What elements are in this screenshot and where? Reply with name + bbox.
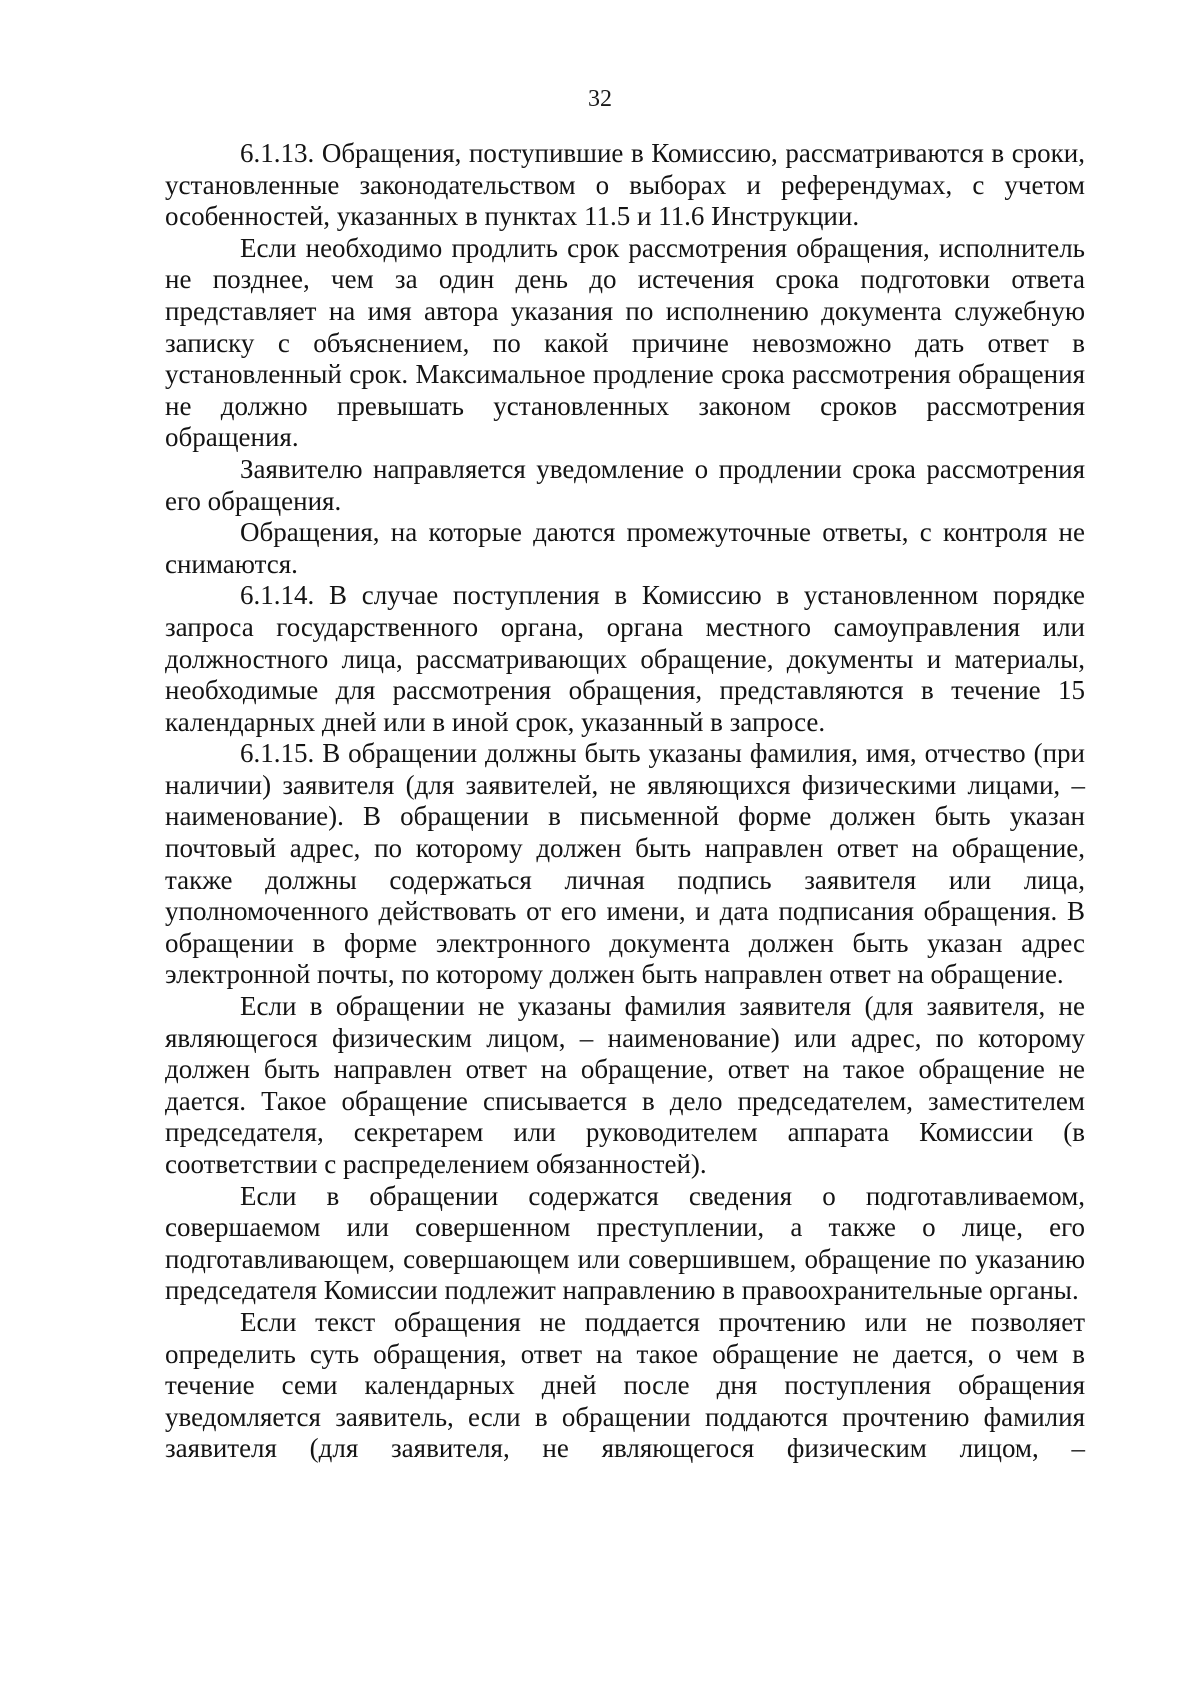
- paragraph-6-1-15: 6.1.15. В обращении должны быть указаны фамилия, имя, отчество (при наличии) заявителя (для заявителей, не являющихся физическими лицами, – наименование). В обращении в письменной форме должен быть указан почтовый адрес, по которому должен быть направлен ответ на обращение, также должны содержаться личная подпись заявителя или лица, уполномоченного действовать от его имени, и дата подписания обращения. В обращении в форме электронного документа должен быть указан адрес электронной почты, по которому должен быть направлен ответ на обращение.: [165, 738, 1085, 990]
- page-number: 32: [588, 86, 612, 112]
- paragraph-6-1-14: 6.1.14. В случае поступления в Комиссию в установленном порядке запроса государственного органа, органа местного самоуправления или должностного лица, рассматривающих обращение, документы и материалы, необходимые для рассмотрения обращения, представляются в течение 15 календарных дней или в иной срок, указанный в запросе.: [165, 580, 1085, 737]
- paragraph-no-surname: Если в обращении не указаны фамилия заявителя (для заявителя, не являющегося физическим лицом, – наименование) или адрес, по которому должен быть направлен ответ на обращение, ответ на такое обращение не дается. Такое обращение списывается в дело председателем, заместителем председателя, секретарем или руководителем аппарата Комиссии (в соответствии с распределением обязанностей).: [165, 991, 1085, 1179]
- paragraph-crime-info: Если в обращении содержатся сведения о подготавливаемом, совершаемом или совершенном преступлении, а также о лице, его подготавливающем, совершающем или совершившем, обращение по указанию председателя Комиссии подлежит направлению в правоохранительные органы.: [165, 1180, 1085, 1306]
- paragraph-6-1-13: 6.1.13. Обращения, поступившие в Комиссию, рассматриваются в сроки, установленные законодательством о выборах и референдумах, с учетом особенностей, указанных в пунктах 11.5 и 11.6 Инструкции.: [165, 138, 1085, 232]
- paragraph-notification: Заявителю направляется уведомление о продлении срока рассмотрения его обращения.: [165, 453, 1085, 516]
- paragraph-unreadable: Если текст обращения не поддается прочтению или не позволяет определить суть обращения, ответ на такое обращение не дается, о чем в течение семи календарных дней после дня поступления обращения уведомляется заявитель, если в обращении поддаются прочтению фамилия заявителя (для заявителя, не являющегося физическим лицом, –: [165, 1306, 1085, 1464]
- paragraph-interim-answers: Обращения, на которые даются промежуточные ответы, с контроля не снимаются.: [165, 517, 1085, 579]
- document-body: [165, 138, 1085, 1465]
- paragraph-extension: Если необходимо продлить срок рассмотрения обращения, исполнитель не позднее, чем за один день до истечения срока подготовки ответа представляет на имя автора указания по исполнению документа служебную записку с объяснением, по какой причине невозможно дать ответ в установленный срок. Максимальное продление срока рассмотрения обращения не должно превышать установленных законом сроков рассмотрения обращения.: [165, 232, 1085, 453]
